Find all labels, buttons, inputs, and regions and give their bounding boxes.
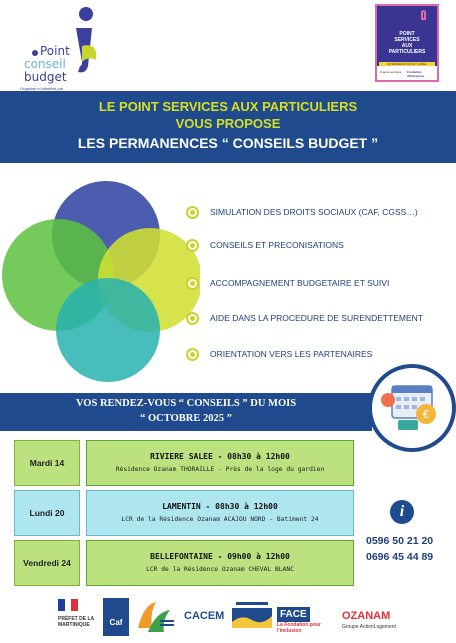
psp-footer-left: France services [380, 70, 402, 74]
day-label: Vendredi 24 [23, 558, 71, 568]
overlapping-circles-graphic [0, 180, 200, 390]
ribbon-icon [421, 10, 426, 20]
psp-footer [377, 66, 437, 80]
service-text: SIMULATION DES DROITS SOCIAUX (CAF, CGSS…) [210, 207, 418, 217]
face-logo [277, 598, 333, 636]
finance-calendar-icon [364, 360, 456, 452]
psp-line1: POINT [399, 31, 415, 37]
logo-tagline: Organisé et labellisé par [20, 86, 64, 91]
schedule-day-2 [14, 490, 80, 536]
bullet-icon [186, 348, 199, 361]
svg-text:€: € [422, 408, 430, 421]
prefet-caption: PRÉFET DE LA MARTINIQUE [58, 616, 94, 628]
bullet-icon [186, 239, 199, 252]
psp-line2: SERVICES [394, 37, 420, 43]
circle-teal [56, 278, 160, 382]
schedule-day-3 [14, 540, 80, 586]
ozanam-logo [342, 598, 412, 636]
point-conseil-budget-logo [12, 6, 102, 90]
service-item-3 [186, 276, 456, 292]
slot-address: LCR de la Résidence Ozanam CHEVAL BLANC [146, 566, 294, 573]
title-banner [0, 91, 456, 163]
bullet-icon [186, 312, 199, 325]
ozanam-subtitle: Groupe ActionLogement [342, 624, 396, 630]
logo-word-point: Point [40, 44, 70, 58]
french-flag-icon [58, 599, 78, 611]
collectivite-territoriale-logo [134, 598, 176, 636]
slot-headline: LAMENTIN - 08h30 à 12h00 [162, 502, 278, 511]
schedule-day-1 [14, 440, 80, 486]
caf-logo [103, 598, 129, 636]
logo-word-conseil: conseil [24, 57, 66, 71]
slot-headline: RIVIERE SALEE - 08h30 à 12h00 [150, 452, 290, 461]
service-item-4 [186, 311, 456, 327]
service-text: ORIENTATION VERS LES PARTENAIRES [210, 349, 373, 359]
bullet-icon [186, 206, 199, 219]
prefet-martinique-logo [58, 598, 98, 636]
cacem-text: CACEM [184, 610, 225, 622]
title-line-2: VOUS PROPOSE [175, 116, 281, 131]
slot-address: Résidence Ozanam THORAILLE - Près de la loge du gardien [115, 466, 325, 473]
psp-line4: PARTICULIERS [388, 49, 426, 55]
logo-dot [32, 50, 38, 56]
schedule-slot-2 [86, 490, 354, 536]
martinique-region-logo [232, 598, 272, 636]
logo-word-budget: budget [24, 70, 67, 84]
rdv-line-2: “ OCTOBRE 2025 ” [140, 413, 232, 424]
cacem-logo [184, 598, 230, 636]
phone-number-2[interactable]: 0696 45 44 89 [366, 551, 434, 563]
title-line-1: LE POINT SERVICES AUX PARTICULIERS [98, 99, 358, 114]
point-services-particuliers-logo [375, 4, 439, 82]
day-label: Mardi 14 [29, 458, 65, 468]
psp-label: INTERMEDIATION ET LABEL [379, 62, 435, 66]
service-text: AIDE DANS LA PROCEDURE DE SURENDETTEMENT [210, 313, 424, 323]
day-label: Lundi 20 [29, 508, 65, 518]
ozanam-text: OZANAM [342, 610, 391, 622]
schedule-slot-1 [86, 440, 354, 486]
bullet-icon [186, 277, 199, 290]
service-item-2 [186, 238, 456, 254]
rendez-vous-banner [0, 393, 372, 431]
title-line-3: LES PERMANENCES “ CONSEILS BUDGET ” [77, 135, 379, 151]
slot-address: LCR de la Résidence Ozanam ACAJOU NORD - Batiment 24 [121, 516, 319, 523]
psp-footer-right: Fondation d'Entreprise [407, 70, 425, 78]
psp-line3: AUX [401, 43, 413, 49]
face-text: FACE [277, 607, 310, 622]
face-subtitle: La Fondation pour l'inclusion [277, 622, 321, 634]
slot-headline: BELLEFONTAINE - 09h00 à 12h00 [150, 552, 290, 561]
info-icon: i [390, 500, 414, 524]
caf-text: Caf [109, 618, 123, 627]
service-item-1 [186, 205, 456, 221]
service-text: ACCOMPAGNEMENT BUDGETAIRE ET SUIVI [210, 278, 390, 288]
info-i-logo-icon [70, 6, 100, 76]
schedule-slot-3 [86, 540, 354, 586]
service-text: CONSEILS ET PRECONISATIONS [210, 240, 344, 250]
rdv-line-1: VOS RENDEZ-VOUS “ CONSEILS ” DU MOIS [75, 398, 297, 409]
phone-number-1[interactable]: 0596 50 21 20 [366, 535, 434, 547]
